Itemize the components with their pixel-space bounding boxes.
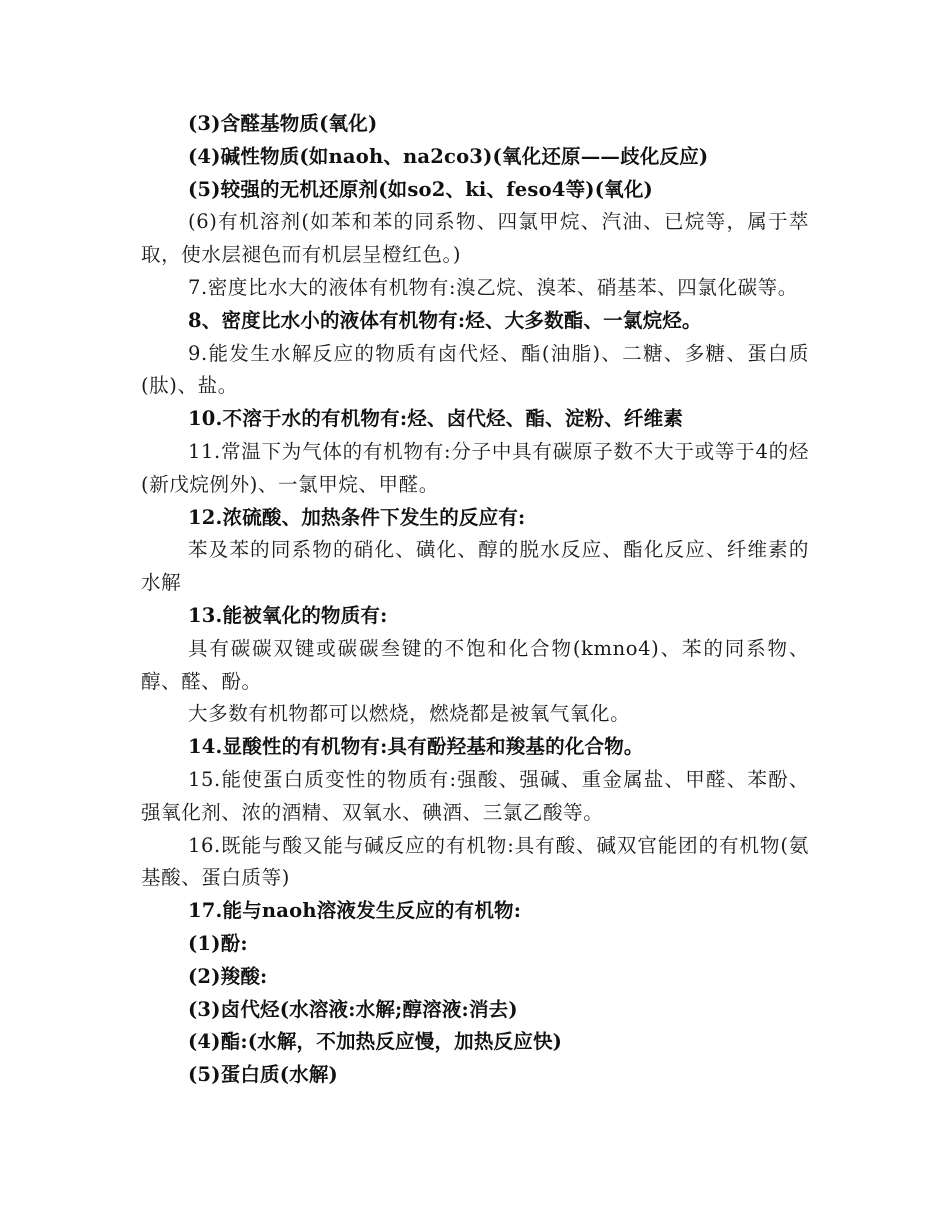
paragraph-3-aldehyde: (3)含醛基物质(氧化) (188, 112, 378, 135)
paragraph-item-17-heading: 17.能与naoh溶液发生反应的有机物: (188, 899, 522, 923)
paragraph-4-alkaline: (4)碱性物质(如naoh、na2co3)(氧化还原——歧化反应) (188, 144, 709, 168)
paragraph-item-10: 10.不溶于水的有机物有:烃、卤代烃、酯、淀粉、纤维素 (188, 407, 684, 431)
paragraph-item-17-carboxylic-acid: (2)羧酸: (188, 964, 268, 988)
document-body (141, 108, 809, 1092)
paragraph-item-12-heading: 12.浓硫酸、加热条件下发生的反应有: (188, 505, 526, 529)
paragraph-item-13-heading: 13.能被氧化的物质有: (188, 603, 388, 627)
paragraph-item-8: 8、密度比水小的液体有机物有:烃、大多数酯、一氯烷烃。 (188, 308, 702, 332)
paragraph-item-12-body: 苯及苯的同系物的硝化、磺化、醇的脱水反应、酯化反应、纤维素的水解 (141, 538, 809, 595)
paragraph-5-reducing-agent: (5)较强的无机还原剂(如so2、ki、feso4等)(氧化) (188, 177, 653, 201)
paragraph-item-15: 15.能使蛋白质变性的物质有:强酸、强碱、重金属盐、甲醛、苯酚、强氧化剂、浓的酒精、双氧水、碘酒、三氯乙酸等。 (141, 767, 809, 824)
paragraph-6-organic-solvent: (6)有机溶剂(如苯和苯的同系物、四氯甲烷、汽油、已烷等，属于萃取，使水层褪色而有机层呈橙红色。) (141, 210, 809, 267)
paragraph-item-17-haloalkane: (3)卤代烃(水溶液:水解;醇溶液:消去) (188, 997, 518, 1021)
paragraph-item-16: 16.既能与酸又能与碱反应的有机物:具有酸、碱双官能团的有机物(氨基酸、蛋白质等) (141, 833, 809, 890)
paragraph-item-11: 11.常温下为气体的有机物有:分子中具有碳原子数不大于或等于4的烃(新戊烷例外)、一氯甲烷、甲醛。 (141, 439, 809, 496)
paragraph-item-17-ester: (4)酯:(水解，不加热反应慢，加热反应快) (188, 1030, 563, 1054)
paragraph-item-9: 9.能发生水解反应的物质有卤代烃、酯(油脂)、二糖、多糖、蛋白质(肽)、盐。 (141, 341, 809, 398)
paragraph-item-17-protein: (5)蛋白质(水解) (188, 1063, 338, 1087)
paragraph-item-14: 14.显酸性的有机物有:具有酚羟基和羧基的化合物。 (188, 735, 644, 759)
paragraph-item-7: 7.密度比水大的液体有机物有:溴乙烷、溴苯、硝基苯、四氯化碳等。 (188, 275, 798, 299)
paragraph-item-13-note: 大多数有机物都可以燃烧，燃烧都是被氧气氧化。 (188, 702, 631, 726)
paragraph-item-13-body: 具有碳碳双键或碳碳叁键的不饱和化合物(kmno4)、苯的同系物、醇、醛、酚。 (141, 636, 809, 693)
paragraph-item-17-phenol: (1)酚: (188, 931, 248, 955)
